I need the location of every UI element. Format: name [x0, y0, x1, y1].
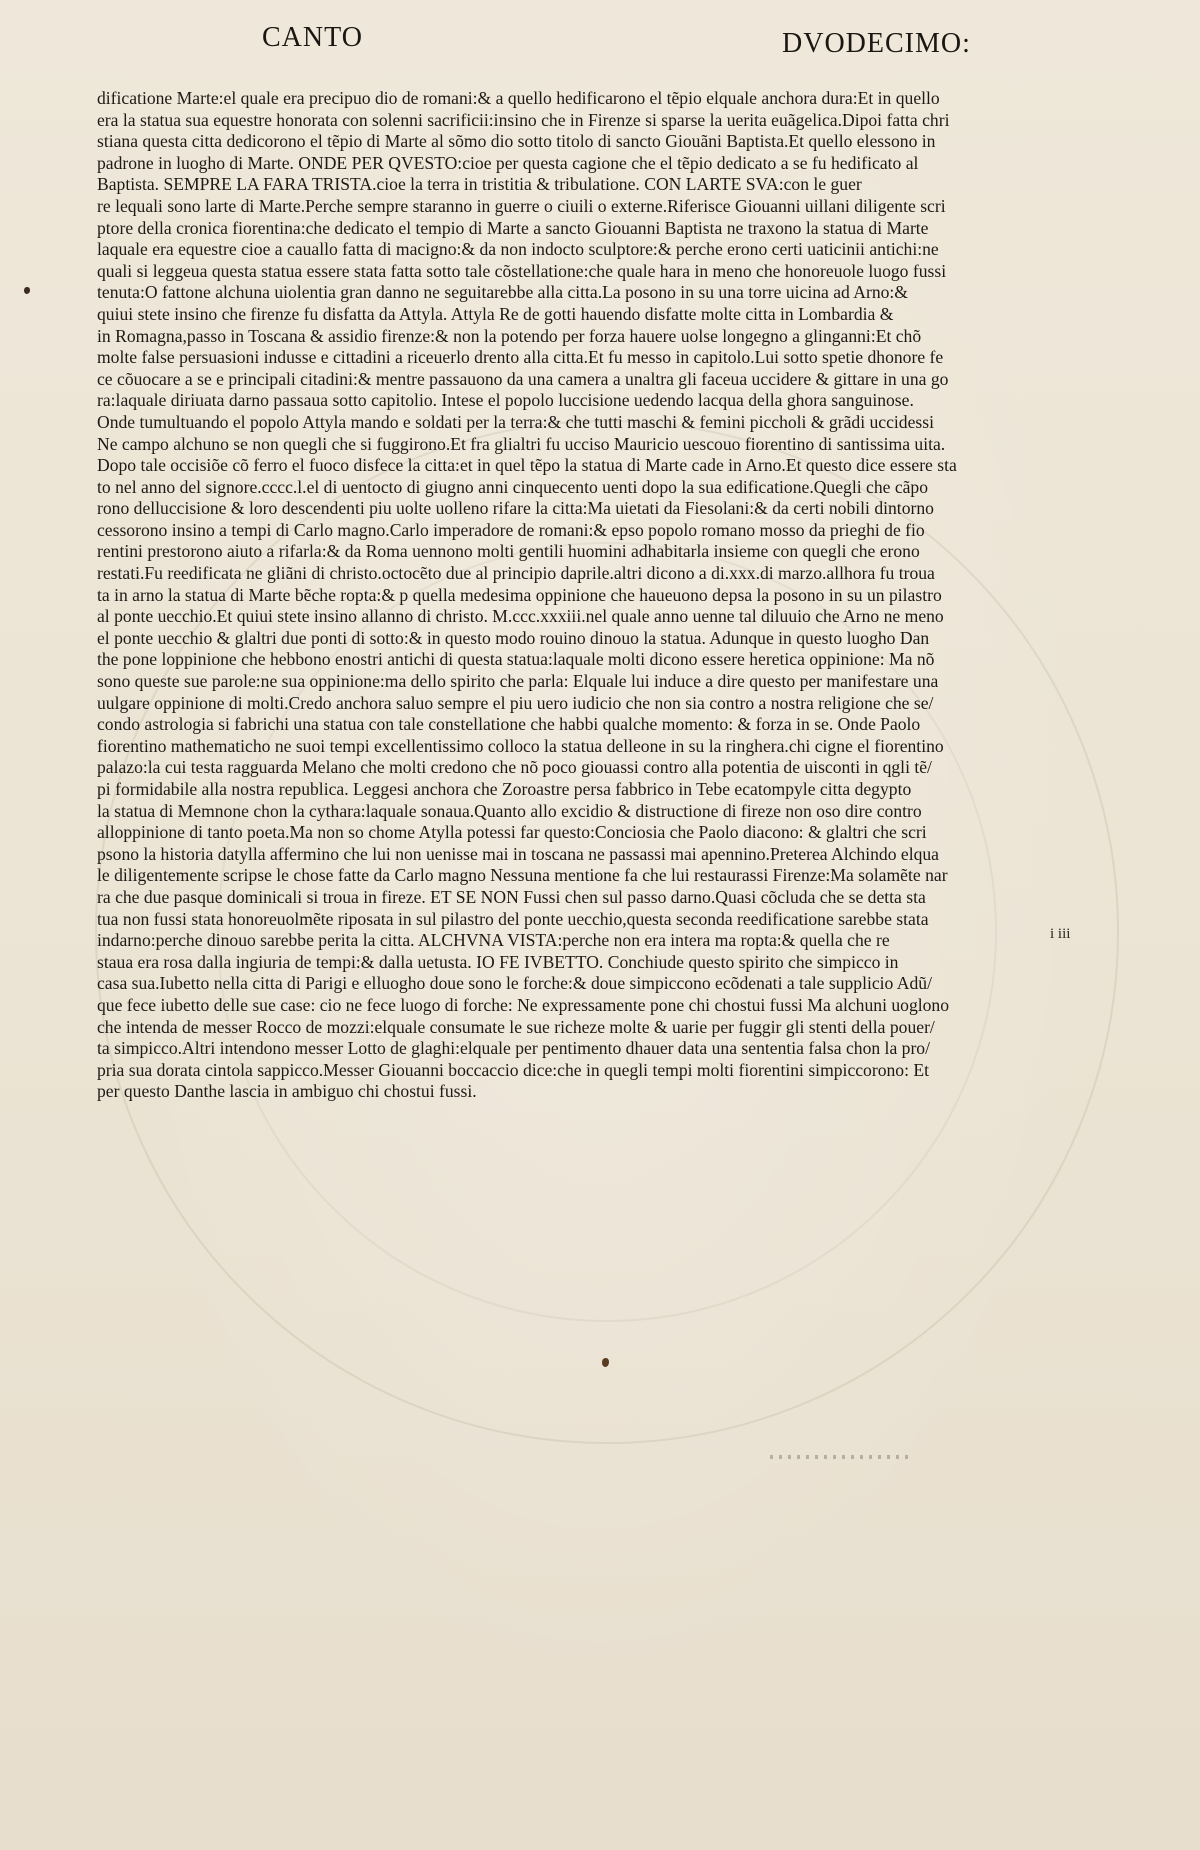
text-line: quiui stete insino che firenze fu disfatta da Attyla. Attyla Re de gotti hauendo disfatte molte citta in Lombardia & — [97, 303, 894, 324]
text-line: ra che due pasque dominicali si troua in fireze. ET SE NON Fussi chen sul passo darno.Quasi cõcluda che se detta sta — [97, 886, 926, 907]
faint-marks — [770, 1455, 910, 1459]
signature-mark: i iii — [1050, 926, 1071, 942]
text-line: Baptista. SEMPRE LA FARA TRISTA.cioe la terra in tristitia & tribulatione. CON LARTE SVA:con le guer — [97, 174, 862, 195]
text-line: staua era rosa dalla ingiuria de tempi:& dalla uetusta. IO FE IVBETTO. Conchiude questo spirito che simpicco in — [97, 951, 899, 972]
text-line — [97, 1125, 1129, 1147]
text-line: el ponte uecchio & glaltri due ponti di sotto:& in questo modo rouino dinouo la statua. Adunque in questo luogho Dan — [97, 627, 930, 648]
text-line: uulgare oppinione di molti.Credo anchora saluo sempre el piu uero iudicio che non sia contro a nostra religione che se/ — [97, 692, 934, 713]
text-line: psono la historia datylla affermino che lui non uenisse mai in toscana ne passassi mai apennino.Preterea Alchindo elqua — [97, 843, 939, 864]
ink-spot-margin — [24, 287, 30, 294]
text-line: rentini prestorono aiuto a rifarla:& da Roma uennono molti gentili huomini adhabitarla insieme con quegli che erono — [97, 541, 920, 562]
text-line: laquale era equestre cioe a cauallo fatta di macigno:& da non indocto sculptore:& perche erono certi uaticinii antichi:ne — [97, 239, 939, 260]
text-line: dificatione Marte:el quale era precipuo dio de romani:& a quello hedificarono el tẽpio elquale anchora dura:Et in quello — [97, 88, 940, 108]
text-line: la statua di Memnone chon la cythara:laquale sonaua.Quanto allo excidio & distructione di fireze non oso dire contro — [97, 800, 922, 821]
text-line: cessorono insino a tempi di Carlo magno.Carlo imperadore de romani:& epso popolo romano mosso da prieghi de fio — [97, 519, 925, 540]
text-line: per questo Danthe lascia in ambiguo chi chostui fussi. — [97, 1081, 477, 1102]
text-line: al ponte uecchio.Et quiui stete insino allanno di christo. M.ccc.xxxiii.nel quale anno uenne tal diluuio che Arno ne meno — [97, 606, 944, 627]
text-line: in Romagna,passo in Toscana & assidio firenze:& non la potendo per forza hauere uolse longegno a glinganni:Et chõ — [97, 325, 922, 346]
text-line: Ne campo alchuno se non quegli che si fuggirono.Et fra glialtri fu ucciso Mauricio uescouo fiorentino di santissima uita. — [97, 433, 946, 454]
header-canto-number: DVODECIMO: — [782, 28, 971, 59]
text-line: tenuta:O fattone alchuna uiolentia gran danno ne seguitarebbe alla citta.La posono in su una torre uicina ad Arno:& — [97, 282, 908, 303]
text-line: ta in arno la statua di Marte bẽche ropta:& p quella medesima oppinione che haueuono depsa la posono in su un pilastro — [97, 584, 942, 605]
text-line — [97, 1103, 1129, 1125]
text-line: tua non fussi stata honoreuolmẽte riposata in sul pilastro del ponte uecchio,questa seconda reedificatione sarebbe stata — [97, 908, 929, 929]
text-line: alloppinione di tanto poeta.Ma non so chome Atylla potessi far questo:Conciosia che Paolo diacono: & glaltri che scri — [97, 822, 927, 843]
text-line: the pone loppinione che hebbono enostri antichi di questa statua:laquale molti dicono essere heretica oppinione: Ma nõ — [97, 649, 935, 670]
text-line: che intenda de messer Rocco de mozzi:elquale consumate le sue richeze molte & uarie per fuggir gli stenti della pouer/ — [97, 1016, 935, 1037]
ink-spot-lower — [602, 1358, 609, 1367]
text-line: Onde tumultuando el popolo Attyla mando e soldati per la terra:& che tutti maschi & femini piccholi & grãdi uccidessi — [97, 411, 934, 432]
text-line: ra:laquale diriuata darno passaua sotto capitolio. Intese el popolo luccisione uedendo lacqua della ghora sanguinose. — [97, 390, 914, 411]
text-line: sono queste sue parole:ne sua oppinione:ma dello spirito che parla: Elquale lui induce a dire questo per manifestare una — [97, 671, 939, 692]
text-line: rono delluccisione & loro descendenti piu uolte uolleno rifare la citta:Ma uietati da Fiesolani:& da certi nobili dintorno — [97, 498, 934, 519]
text-line: casa sua.Iubetto nella citta di Parigi e elluogho doue sono le forche:& doue simpiccono ecõdenati a tale supplicio Adũ/ — [97, 973, 932, 994]
header-canto: CANTO — [262, 22, 363, 53]
text-line: ce cõuocare a se e principali citadini:& mentre passauono da una camera a unaltra gli faceua uccidere & gittare in una go — [97, 368, 949, 389]
text-line: fiorentino mathematicho ne suoi tempi excellentissimo colloco la statua delleone in su la ringhera.chi cigne el fiorentino — [97, 735, 944, 756]
text-line: stiana questa citta dedicorono el tẽpio di Marte al sõmo dio sotto titolo di sancto Giouãni Baptista.Et quello elessono in — [97, 131, 936, 152]
text-line: ptore della cronica fiorentina:che dedicato el tempio di Marte a sancto Giouanni Baptista ne traxono la statua di Marte — [97, 217, 929, 238]
running-header — [0, 22, 1200, 62]
text-line: palazo:la cui testa ragguarda Melano che molti credono che nõ poco giouassi contro alla potentia de uisconti in qgli tẽ/ — [97, 757, 932, 778]
text-line: le diligentemente scripse le chose fatte da Carlo magno Nessuna mentione fa che lui restaurassi Firenze:Ma solamẽte nar — [97, 865, 948, 886]
text-line: restati.Fu reedificata ne gliãni di christo.octocẽto due al principio daprile.altri dicono a di.xxx.di marzo.allhora fu troua — [97, 563, 935, 584]
text-line: to nel anno del signore.cccc.l.el di uentocto di giugno anni cinquecento uenti dopo la sua edificatione.Quegli che cãpo — [97, 476, 929, 497]
text-line: pi formidabile alla nostra republica. Leggesi anchora che Zoroastre persa fabbrico in Tebe ecatompyle citta degypto — [97, 779, 912, 799]
text-line: pria sua dorata cintola sappicco.Messer Giouanni boccaccio dice:che in quegli tempi molti fiorentini simpiccorono: Et — [97, 1059, 930, 1080]
text-line: indarno:perche dinouo sarebbe perita la citta. ALCHVNA VISTA:perche non era intera ma ropta:& quella che re — [97, 930, 890, 951]
text-line: molte false persuasioni indusse e cittadini a riceuerlo drento alla citta.Et fu messo in capitolo.Lui sotto spetie dhonore fe — [97, 347, 944, 368]
text-line: era la statua sua equestre honorata con solenni sacrificii:insino che in Firenze si sparse la uerita euãgelica.Dipoi fatta chri — [97, 109, 950, 130]
text-line: condo astrologia si fabrichi una statua con tale constellatione che habbi qualche momento: & forza in se. Onde Paolo — [97, 714, 921, 735]
text-line: padrone in luogho di Marte. ONDE PER QVESTO:cioe per questa cagione che el tẽpio dedicato a se fu hedificato al — [97, 152, 919, 173]
text-line: quali si leggeua questa statua essere stata fatta sotto tale cõstellatione:che quale hara in meno che honoreuole luogo fussi — [97, 260, 947, 281]
text-line: ta simpicco.Altri intendono messer Lotto de glaghi:elquale per pentimento dhauer data una sententia falsa chon la pro/ — [97, 1038, 930, 1059]
commentary-text — [97, 88, 1129, 1146]
text-line: Dopo tale occisiõe cõ ferro el fuoco disfece la citta:et in quel tẽpo la statua di Marte cade in Arno.Et questo dice essere sta — [97, 455, 957, 476]
text-line: re lequali sono larte di Marte.Perche sempre staranno in guerre o ciuili o externe.Riferisce Giouanni uillani diligente scri — [97, 195, 946, 216]
text-line: que fece iubetto delle sue case: cio ne fece luogo di forche: Ne expressamente pone chi chostui fussi Ma alchuni uoglono — [97, 994, 950, 1015]
